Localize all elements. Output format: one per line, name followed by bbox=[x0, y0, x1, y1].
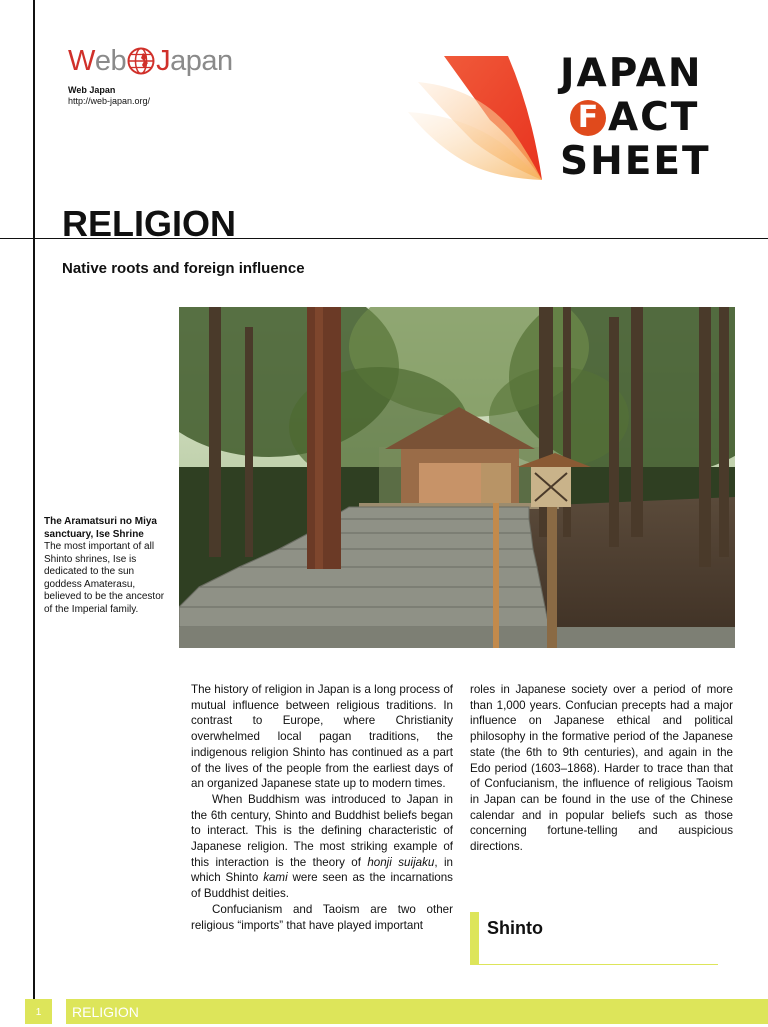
shinto-underline bbox=[479, 964, 718, 965]
body-column-left bbox=[191, 682, 453, 933]
fact-f-circle: F bbox=[570, 100, 606, 136]
caption-text: The most important of all Shinto shrines, Ise is dedicated to the sun goddess Amaterasu, believed to be the ancestor of the Imperial family. bbox=[44, 541, 165, 615]
paragraph-buddhism-c: were seen as the incarnations of Buddhist deities. bbox=[191, 871, 453, 901]
term-kami: kami bbox=[263, 871, 288, 885]
shinto-section-heading-box bbox=[470, 912, 718, 965]
page-title: RELIGION bbox=[62, 203, 237, 244]
logo-text-apan: apan bbox=[170, 44, 233, 77]
logo-letter-j: J bbox=[156, 44, 171, 77]
caption-title: The Aramatsuri no Miya sanctuary, Ise Shrine bbox=[44, 516, 157, 540]
paragraph-buddhism bbox=[191, 792, 453, 902]
term-honji-suijaku: honji suijaku bbox=[367, 855, 435, 869]
paragraph-buddhism-a: When Buddhism was introduced to Japan in the 6th century, Shinto and Buddhist beliefs began to interact. This is the defining characteristic of Japanese religion. The most striking example of this interaction is the theory of bbox=[191, 792, 453, 869]
site-name: Web Japan bbox=[68, 85, 116, 95]
japan-fact-sheet-logo bbox=[560, 52, 720, 184]
paragraph-intro: The history of religion in Japan is a long process of mutual influence between religious traditions. In contrast to Europe, where Christianity overwhelmed local pagan traditions, the indigenous religion Shinto has continued as a part of the lives of the people from the earliest days of an organized Japanese state up to modern times. bbox=[191, 683, 453, 791]
paragraph-buddhism-b: , in which Shinto bbox=[191, 855, 453, 885]
fact-sheet-line-sheet: SHEET bbox=[560, 139, 711, 184]
section-heading-shinto: Shinto bbox=[487, 918, 543, 938]
footer-label: RELIGION bbox=[72, 1004, 139, 1020]
site-url-link[interactable]: http://web-japan.org/ bbox=[68, 96, 151, 106]
footer-bar bbox=[66, 999, 768, 1024]
photo-caption bbox=[44, 516, 168, 616]
fact-act-text: ACT bbox=[608, 95, 700, 140]
body-column-right bbox=[470, 682, 733, 855]
page-number: 1 bbox=[25, 999, 52, 1024]
ise-shrine-photo bbox=[179, 307, 735, 648]
globe-icon bbox=[127, 47, 155, 75]
fact-sheet-line-japan: JAPAN bbox=[560, 51, 703, 96]
shinto-accent-bar bbox=[470, 912, 479, 965]
logo-letter-w: W bbox=[68, 44, 95, 77]
left-vertical-rule bbox=[33, 0, 35, 1000]
logo-text-eb: eb bbox=[94, 44, 127, 77]
fact-sheet-swoosh-graphic bbox=[408, 52, 548, 184]
fact-sheet-line-fact bbox=[560, 96, 720, 140]
paragraph-confucianism-start: Confucianism and Taoism are two other religious “imports” that have played important bbox=[191, 902, 453, 932]
paragraph-confucianism-cont: roles in Japanese society over a period of more than 1,000 years. Confucian precepts had a major influence on Japanese ethical and political philosophy in the formative period of the Japanese state (the 6th to 9th centuries), and again in the Edo period (1603–1868). Harder to trace than that of Confucianism, the influence of religious Taoism in Japan can be found in the use of the Chinese calendar and in popular beliefs such as those concerning fortune-telling and auspicious directions. bbox=[470, 683, 733, 854]
page-subtitle: Native roots and foreign influence bbox=[62, 260, 305, 277]
web-japan-logo[interactable] bbox=[68, 44, 233, 78]
